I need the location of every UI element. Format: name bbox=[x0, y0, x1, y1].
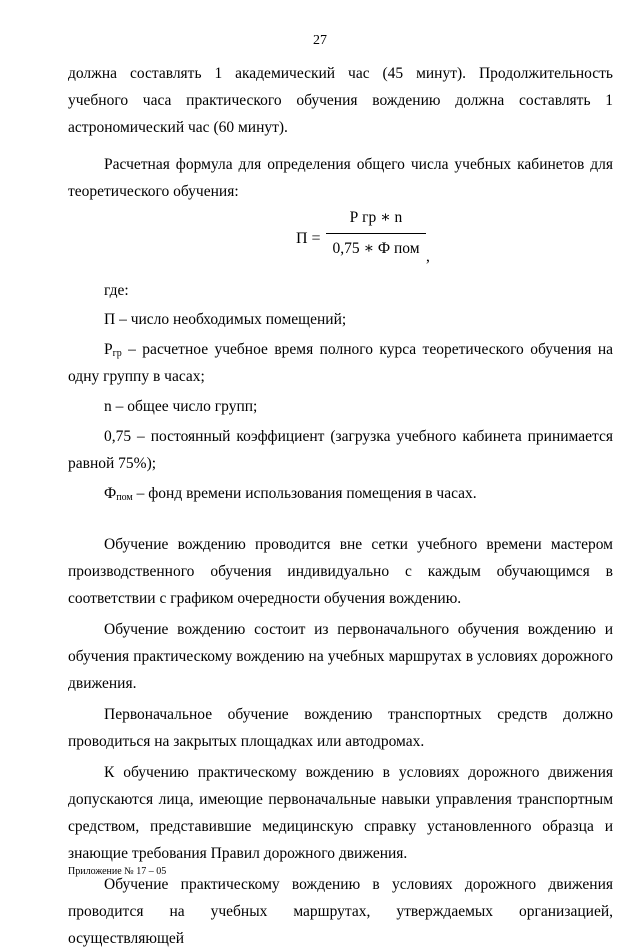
definition-item: П – число необходимых помещений; bbox=[104, 311, 347, 328]
definition-text: – расчетное учебное время полного курса теоретического обучения на одну группу в часах; bbox=[68, 341, 613, 385]
symbol: Ф bbox=[104, 485, 117, 502]
page-body bbox=[68, 60, 613, 952]
symbol: Р bbox=[104, 341, 113, 358]
paragraph: Расчетная формула для определения общего числа учебных кабинетов для теоретического обучения: bbox=[68, 156, 613, 200]
subscript: пом bbox=[116, 492, 133, 503]
formula-fraction bbox=[326, 207, 426, 260]
paragraph: Первоначальное обучение вождению транспортных средств должно проводиться на закрытых площадках или автодромах. bbox=[68, 706, 613, 750]
paragraph: К обучению практическому вождению в условиях дорожного движения допускаются лица, имеющие первоначальные навыки управления транспортным средством, представившие медицинскую справку установленного образца и знающие требования Правил дорожного движения. bbox=[68, 764, 613, 862]
definition-item bbox=[68, 480, 613, 507]
paragraph: должна составлять 1 академический час (45 минут). Продолжительность учебного часа практического обучения вождению должна составлять 1 астрономический час (60 минут). bbox=[68, 65, 613, 136]
subscript: гр bbox=[112, 348, 122, 359]
paragraph: Обучение вождению состоит из первоначального обучения вождению и обучения практическому вождению на учебных маршрутах в условиях дорожного движения. bbox=[68, 621, 613, 692]
formula-lhs: П = bbox=[296, 230, 321, 247]
footer-note: Приложение № 17 – 05 bbox=[68, 866, 167, 877]
page-number: 27 bbox=[313, 33, 327, 48]
definition-text: – фонд времени использования помещения в часах. bbox=[132, 485, 477, 502]
formula-comma: , bbox=[426, 248, 430, 265]
where-label: где: bbox=[104, 282, 129, 299]
definition-item: n – общее число групп; bbox=[104, 398, 258, 415]
formula-denominator: 0,75 ∗ Ф пом bbox=[332, 240, 420, 257]
paragraph: Обучение вождению проводится вне сетки учебного времени мастером производственного обучения индивидуально с каждым обучающимся в соответствии с графиком очередности обучения вождению. bbox=[68, 536, 613, 607]
formula-numerator: Р гр ∗ n bbox=[326, 207, 426, 234]
definition-item bbox=[68, 336, 613, 390]
definition-item: 0,75 – постоянный коэффициент (загрузка учебного кабинета принимается равной 75%); bbox=[68, 428, 613, 472]
paragraph: Обучение практическому вождению в условиях дорожного движения проводится на учебных маршрутах, утверждаемых организацией, осуществляющей bbox=[68, 876, 613, 947]
formula bbox=[68, 207, 613, 273]
